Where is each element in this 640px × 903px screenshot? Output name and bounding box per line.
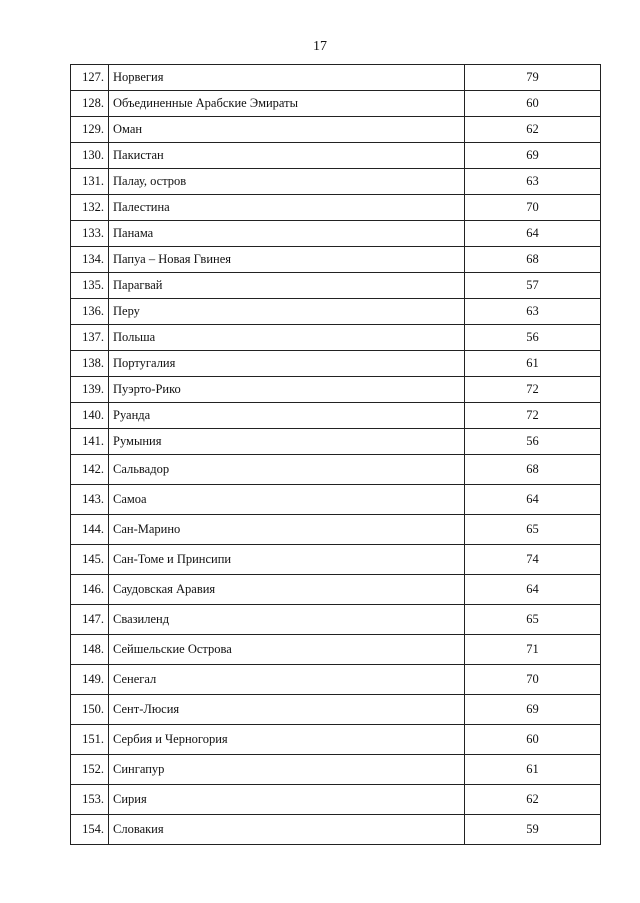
table-row — [71, 65, 601, 91]
country-name: Сербия и Черногория — [109, 725, 465, 755]
country-value: 62 — [465, 785, 601, 815]
row-number: 139. — [71, 377, 109, 403]
row-number: 130. — [71, 143, 109, 169]
table-row — [71, 91, 601, 117]
country-value: 74 — [465, 545, 601, 575]
row-number: 146. — [71, 575, 109, 605]
country-name: Сальвадор — [109, 455, 465, 485]
table-row — [71, 815, 601, 845]
row-number: 152. — [71, 755, 109, 785]
country-value: 62 — [465, 117, 601, 143]
table-row — [71, 351, 601, 377]
row-number: 153. — [71, 785, 109, 815]
row-number: 151. — [71, 725, 109, 755]
row-number: 137. — [71, 325, 109, 351]
country-value: 64 — [465, 221, 601, 247]
country-value: 63 — [465, 299, 601, 325]
row-number: 154. — [71, 815, 109, 845]
country-value: 71 — [465, 635, 601, 665]
table-row — [71, 485, 601, 515]
table-row — [71, 273, 601, 299]
table-row — [71, 785, 601, 815]
country-value: 56 — [465, 429, 601, 455]
row-number: 135. — [71, 273, 109, 299]
country-value: 70 — [465, 195, 601, 221]
row-number: 140. — [71, 403, 109, 429]
country-name: Парагвай — [109, 273, 465, 299]
country-name: Свазиленд — [109, 605, 465, 635]
row-number: 142. — [71, 455, 109, 485]
country-name: Объединенные Арабские Эмираты — [109, 91, 465, 117]
country-value: 64 — [465, 485, 601, 515]
country-name: Португалия — [109, 351, 465, 377]
table-row — [71, 635, 601, 665]
table-body — [71, 65, 601, 845]
table-row — [71, 575, 601, 605]
table-row — [71, 195, 601, 221]
country-name: Сингапур — [109, 755, 465, 785]
country-name: Сан-Томе и Принсипи — [109, 545, 465, 575]
table-row — [71, 665, 601, 695]
table-row — [71, 515, 601, 545]
table-row — [71, 755, 601, 785]
country-value: 69 — [465, 143, 601, 169]
country-value: 68 — [465, 247, 601, 273]
country-name: Румыния — [109, 429, 465, 455]
row-number: 147. — [71, 605, 109, 635]
row-number: 127. — [71, 65, 109, 91]
country-name: Пуэрто-Рико — [109, 377, 465, 403]
country-name: Сейшельские Острова — [109, 635, 465, 665]
row-number: 138. — [71, 351, 109, 377]
table-row — [71, 117, 601, 143]
country-value: 57 — [465, 273, 601, 299]
country-name: Сенегал — [109, 665, 465, 695]
table-row — [71, 299, 601, 325]
country-value: 79 — [465, 65, 601, 91]
row-number: 136. — [71, 299, 109, 325]
country-name: Сирия — [109, 785, 465, 815]
country-value: 65 — [465, 515, 601, 545]
row-number: 144. — [71, 515, 109, 545]
table-row — [71, 429, 601, 455]
table-row — [71, 247, 601, 273]
country-name: Сан-Марино — [109, 515, 465, 545]
table-row — [71, 545, 601, 575]
table-row — [71, 455, 601, 485]
country-name: Палестина — [109, 195, 465, 221]
row-number: 143. — [71, 485, 109, 515]
row-number: 132. — [71, 195, 109, 221]
table-row — [71, 377, 601, 403]
country-name: Польша — [109, 325, 465, 351]
country-value: 68 — [465, 455, 601, 485]
country-value: 63 — [465, 169, 601, 195]
row-number: 129. — [71, 117, 109, 143]
table-row — [71, 143, 601, 169]
country-name: Саудовская Аравия — [109, 575, 465, 605]
country-name: Папуа – Новая Гвинея — [109, 247, 465, 273]
row-number: 150. — [71, 695, 109, 725]
country-value: 72 — [465, 377, 601, 403]
table-row — [71, 605, 601, 635]
row-number: 145. — [71, 545, 109, 575]
table-row — [71, 403, 601, 429]
country-value: 61 — [465, 351, 601, 377]
table-row — [71, 325, 601, 351]
country-name: Перу — [109, 299, 465, 325]
row-number: 128. — [71, 91, 109, 117]
row-number: 149. — [71, 665, 109, 695]
country-value: 61 — [465, 755, 601, 785]
table-row — [71, 221, 601, 247]
country-name: Пакистан — [109, 143, 465, 169]
table-row — [71, 169, 601, 195]
row-number: 133. — [71, 221, 109, 247]
row-number: 141. — [71, 429, 109, 455]
country-value: 59 — [465, 815, 601, 845]
country-name: Панама — [109, 221, 465, 247]
country-name: Палау, остров — [109, 169, 465, 195]
page-number: 17 — [313, 39, 327, 54]
table-row — [71, 725, 601, 755]
country-value: 70 — [465, 665, 601, 695]
country-value: 65 — [465, 605, 601, 635]
country-name: Руанда — [109, 403, 465, 429]
country-table — [70, 64, 601, 845]
row-number: 134. — [71, 247, 109, 273]
country-name: Оман — [109, 117, 465, 143]
country-value: 64 — [465, 575, 601, 605]
country-name: Словакия — [109, 815, 465, 845]
country-value: 60 — [465, 91, 601, 117]
row-number: 148. — [71, 635, 109, 665]
country-name: Самоа — [109, 485, 465, 515]
table-row — [71, 695, 601, 725]
country-value: 60 — [465, 725, 601, 755]
country-value: 69 — [465, 695, 601, 725]
country-name: Норвегия — [109, 65, 465, 91]
country-value: 72 — [465, 403, 601, 429]
row-number: 131. — [71, 169, 109, 195]
country-value: 56 — [465, 325, 601, 351]
country-name: Сент-Люсия — [109, 695, 465, 725]
